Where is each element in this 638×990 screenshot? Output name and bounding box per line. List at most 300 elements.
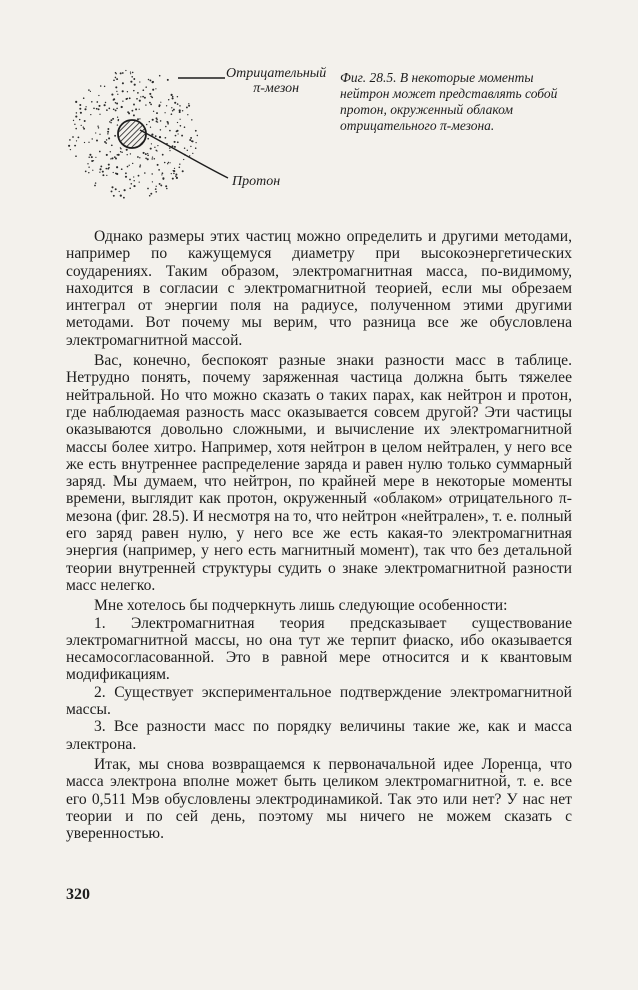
cloud-dot <box>115 158 117 160</box>
cloud-dot <box>88 89 90 91</box>
page-number: 320 <box>66 886 90 903</box>
cloud-dot <box>104 141 106 143</box>
cloud-dot <box>98 127 99 128</box>
cloud-dot <box>96 108 98 110</box>
cloud-dot <box>115 109 117 111</box>
cloud-dot <box>97 125 98 126</box>
cloud-dot <box>168 99 169 100</box>
cloud-dot <box>139 166 141 168</box>
cloud-dot <box>129 179 131 181</box>
cloud-dot <box>121 168 123 170</box>
cloud-dot <box>116 103 118 105</box>
cloud-dot <box>155 191 157 193</box>
cloud-dot <box>155 88 156 89</box>
cloud-dot <box>147 158 149 160</box>
cloud-dot <box>76 112 78 114</box>
cloud-dot <box>177 103 179 105</box>
cloud-dot <box>133 90 135 92</box>
cloud-dot <box>195 147 197 149</box>
cloud-dot <box>107 128 109 130</box>
proton-label: Протон <box>232 174 281 189</box>
cloud-dot <box>184 147 185 148</box>
cloud-dot <box>174 146 176 148</box>
cloud-dot <box>152 181 153 182</box>
cloud-dot <box>108 108 110 110</box>
cloud-dot <box>93 107 95 109</box>
cloud-dot <box>161 174 162 175</box>
cloud-dot <box>112 157 114 159</box>
cloud-dot <box>69 139 71 141</box>
cloud-dot <box>100 85 102 87</box>
cloud-dot <box>182 170 184 172</box>
cloud-dot <box>172 110 174 112</box>
cloud-dot <box>168 162 169 163</box>
cloud-dot <box>129 188 131 190</box>
cloud-dot <box>94 185 96 187</box>
cloud-dot <box>144 172 146 174</box>
cloud-dot <box>159 183 161 185</box>
cloud-dot <box>84 120 86 122</box>
cloud-dot <box>111 190 113 192</box>
cloud-dot <box>113 172 114 173</box>
cloud-dot <box>102 174 104 176</box>
cloud-dot <box>176 130 178 132</box>
cloud-dot <box>125 98 127 100</box>
cloud-dot <box>150 127 151 128</box>
cloud-dot <box>115 173 117 175</box>
cloud-dot <box>95 157 96 158</box>
cloud-dot <box>139 181 140 182</box>
cloud-dot <box>122 90 124 92</box>
cloud-dot <box>75 128 77 130</box>
cloud-dot <box>148 79 150 81</box>
cloud-dot <box>139 100 141 102</box>
cloud-dot <box>164 112 165 113</box>
cloud-dot <box>165 126 167 128</box>
cloud-dot <box>167 123 169 125</box>
cloud-dot <box>137 92 139 94</box>
cloud-dot <box>127 166 129 168</box>
cloud-dot <box>142 96 144 98</box>
cloud-dot <box>95 182 96 183</box>
cloud-dot <box>152 156 153 157</box>
cloud-dot <box>133 104 135 106</box>
cloud-dot <box>117 94 118 95</box>
cloud-dot <box>88 172 89 173</box>
figure-caption: Фиг. 28.5. В некоторые моменты нейтрон может представлять собой протон, окруженный облаком отрицательного π-мезона. <box>340 70 558 133</box>
paragraph: Итак, мы снова возвращаемся к первоначальной идее Лоренца, что масса электрона вполне может быть целиком электромагнитной, т. е. все его 0,511 Мэв обусловлены электродинамикой. Так это или нет? У нас нет теории и по сей день, поэтому мы ничего не можем сказать с уверенностью. <box>66 755 572 843</box>
cloud-dot <box>129 97 131 99</box>
cloud-dot <box>90 91 91 92</box>
cloud-dot <box>137 156 139 158</box>
cloud-dot <box>149 195 151 197</box>
cloud-dot <box>159 104 161 106</box>
cloud-dot <box>88 142 89 143</box>
cloud-dot <box>187 150 188 151</box>
cloud-dot <box>111 144 113 146</box>
cloud-dot <box>179 109 181 111</box>
cloud-dot <box>106 109 108 111</box>
cloud-dot <box>183 159 184 160</box>
cloud-dot <box>88 157 89 158</box>
cloud-dot <box>134 84 136 86</box>
cloud-dot <box>177 141 179 143</box>
cloud-dot <box>133 114 135 116</box>
cloud-dot <box>80 112 82 114</box>
cloud-dot <box>139 109 140 110</box>
cloud-dot <box>99 151 101 153</box>
cloud-dot <box>132 163 133 164</box>
cloud-dot <box>181 135 183 137</box>
cloud-dot <box>88 166 89 167</box>
cloud-dot <box>149 121 150 122</box>
cloud-dot <box>184 126 186 128</box>
cloud-dot <box>131 110 133 112</box>
cloud-dot <box>172 96 173 97</box>
cloud-dot <box>160 102 161 103</box>
cloud-dot <box>83 128 85 130</box>
cloud-dot <box>117 124 118 125</box>
cloud-dot <box>115 188 117 190</box>
cloud-dot <box>95 132 96 133</box>
cloud-dot <box>127 111 129 113</box>
cloud-label <box>226 66 326 96</box>
cloud-dot <box>125 176 127 178</box>
cloud-dot <box>117 117 118 118</box>
cloud-dot <box>179 167 181 169</box>
cloud-dot <box>79 104 81 106</box>
cloud-dot <box>123 197 125 199</box>
cloud-dot <box>179 105 180 106</box>
cloud-dot <box>151 173 152 174</box>
cloud-dot <box>186 106 188 108</box>
cloud-dot <box>171 107 172 108</box>
cloud-dot <box>106 154 108 156</box>
cloud-dot <box>195 142 196 143</box>
cloud-dot <box>116 166 118 168</box>
cloud-dot <box>139 157 140 158</box>
cloud-dot <box>120 147 121 148</box>
cloud-dot <box>149 79 151 81</box>
cloud-dot <box>151 96 153 98</box>
cloud-dot <box>83 97 85 99</box>
cloud-dot <box>130 81 132 83</box>
cloud-dot <box>121 151 123 153</box>
cloud-dot <box>129 165 130 166</box>
cloud-dot <box>118 119 120 121</box>
cloud-dot <box>154 158 156 160</box>
cloud-dot <box>115 77 116 78</box>
cloud-dot <box>76 140 77 141</box>
cloud-dot <box>75 101 77 103</box>
cloud-dot <box>130 71 131 72</box>
cloud-dot <box>147 188 149 190</box>
cloud-dot <box>113 79 115 81</box>
cloud-dot <box>172 97 174 99</box>
cloud-dot <box>84 108 86 110</box>
cloud-dot <box>162 154 164 156</box>
cloud-dot <box>138 175 140 177</box>
cloud-dot <box>113 195 115 197</box>
cloud-dot <box>99 114 100 115</box>
cloud-dot <box>106 139 108 141</box>
cloud-dot <box>162 177 164 179</box>
cloud-dot <box>140 164 142 166</box>
cloud-dot <box>164 162 166 164</box>
paragraph: Мне хотелось бы подчеркнуть лишь следующие особенности: <box>94 597 508 615</box>
cloud-dot <box>160 129 161 130</box>
cloud-dot <box>169 150 170 151</box>
cloud-dot <box>106 168 108 170</box>
cloud-dot <box>79 108 81 110</box>
cloud-dot <box>166 188 168 190</box>
cloud-dot <box>98 105 100 107</box>
cloud-dot <box>117 154 119 156</box>
cloud-label-line2: π-мезон <box>253 81 300 96</box>
cloud-dot <box>160 120 162 122</box>
cloud-dot <box>127 154 128 155</box>
cloud-dot <box>110 158 111 159</box>
cloud-dot <box>70 149 71 150</box>
cloud-dot <box>169 130 171 132</box>
cloud-dot <box>116 78 118 80</box>
cloud-dot <box>92 138 93 139</box>
cloud-dot <box>110 119 112 121</box>
cloud-dot <box>116 91 117 92</box>
cloud-dot <box>172 178 174 180</box>
cloud-dot <box>171 113 173 115</box>
cloud-dot <box>156 120 158 122</box>
cloud-dot <box>166 105 167 106</box>
cloud-dot <box>96 101 98 103</box>
cloud-dot <box>178 133 179 134</box>
cloud-dot <box>151 134 153 136</box>
cloud-dot <box>122 82 124 84</box>
cloud-dot <box>89 154 91 156</box>
cloud-dot <box>192 153 193 154</box>
cloud-dot <box>107 131 109 133</box>
cloud-dot <box>140 96 141 97</box>
cloud-dot <box>110 122 111 123</box>
cloud-dot <box>145 157 147 159</box>
cloud-dot <box>167 163 168 164</box>
cloud-dot <box>98 95 99 96</box>
cloud-dot <box>133 185 135 187</box>
cloud-dot <box>170 162 171 163</box>
cloud-dot <box>132 72 134 74</box>
cloud-dot <box>73 120 74 121</box>
cloud-dot <box>98 108 100 110</box>
paragraph: Однако размеры этих частиц можно определить и другими методами, например по кажущемуся диаметру при высокоэнергетических соударениях. Таким образом, электромагнитная масса, по-видимому, находится в согласии с электромагнитной теорией, если мы обрезаем интеграл от энергии поля на радиусе, полученном этими другими методами. Вот почему мы верим, что разница все же обусловлена электромагнитной массой. <box>66 228 572 349</box>
cloud-dot <box>100 165 102 167</box>
cloud-dot <box>173 173 175 175</box>
cloud-dot <box>96 140 98 142</box>
cloud-dot <box>152 89 154 91</box>
cloud-dot <box>125 172 127 174</box>
cloud-dot <box>99 134 100 135</box>
cloud-dot <box>113 108 115 110</box>
cloud-dot <box>149 93 151 95</box>
cloud-dot <box>108 164 110 166</box>
proton-pointer-line <box>140 130 228 178</box>
cloud-dot <box>182 110 183 111</box>
cloud-dot <box>72 136 74 138</box>
cloud-dot <box>111 94 113 96</box>
cloud-dot <box>110 151 111 152</box>
cloud-dot <box>169 147 170 148</box>
cloud-dot <box>87 163 88 164</box>
cloud-dot <box>146 124 147 125</box>
cloud-dot <box>143 152 145 154</box>
cloud-dot <box>156 112 158 114</box>
list-item: 2. Существует экспериментальное подтверждение электромагнитной массы. <box>66 683 572 719</box>
cloud-dot <box>131 76 133 78</box>
cloud-dot <box>133 180 134 181</box>
cloud-dot <box>171 173 172 174</box>
cloud-dot <box>137 118 139 120</box>
cloud-dot <box>142 89 144 91</box>
cloud-dot <box>180 125 182 127</box>
cloud-dot <box>177 122 178 123</box>
cloud-dot <box>127 91 128 92</box>
cloud-dot <box>107 133 108 134</box>
cloud-dot <box>106 175 107 176</box>
cloud-dot <box>120 151 121 152</box>
figure-28-5 <box>60 60 350 230</box>
cloud-dot <box>197 135 198 136</box>
cloud-dot <box>124 189 126 191</box>
cloud-dot <box>99 172 100 173</box>
cloud-dot <box>74 145 76 147</box>
cloud-dot <box>160 184 162 186</box>
cloud-dot <box>125 70 126 71</box>
cloud-dot <box>179 119 180 120</box>
cloud-dot <box>177 96 178 97</box>
cloud-dot <box>190 137 192 139</box>
cloud-dot <box>104 86 105 87</box>
cloud-dot <box>91 160 93 162</box>
cloud-dot <box>121 106 123 108</box>
cloud-label-line1: Отрицательный <box>226 66 327 81</box>
cloud-dot <box>133 78 135 80</box>
cloud-dot <box>83 127 84 128</box>
cloud-dot <box>189 155 190 156</box>
cloud-dot <box>150 104 152 106</box>
cloud-dot <box>85 106 86 107</box>
cloud-dot <box>108 137 110 139</box>
cloud-dot <box>151 143 152 144</box>
cloud-dot <box>81 125 82 126</box>
cloud-dot <box>112 118 114 120</box>
cloud-dot <box>150 193 152 195</box>
cloud-dot <box>157 164 159 166</box>
cloud-dot <box>92 170 93 171</box>
cloud-dot <box>105 102 106 103</box>
cloud-dot <box>171 94 173 96</box>
list-item: 1. Электромагнитная теория предсказывает существование электромагнитной массы, но она тут же терпит фиаско, ибо оказывается несамосогласованной. Это в равной мере относится и к квантовым модификациям. <box>66 614 572 684</box>
cloud-dot <box>173 109 175 111</box>
cloud-dot <box>68 145 70 147</box>
cloud-dot <box>74 124 75 125</box>
cloud-dot <box>151 158 152 159</box>
cloud-dot <box>85 171 87 173</box>
cloud-dot <box>115 86 117 88</box>
cloud-dot <box>139 118 140 119</box>
cloud-dot <box>189 139 191 141</box>
cloud-dot <box>195 130 197 132</box>
cloud-dot <box>176 177 178 179</box>
proton-circle-icon <box>118 120 146 148</box>
cloud-dot <box>157 145 158 146</box>
cloud-dot <box>147 138 149 140</box>
cloud-dot <box>126 149 128 151</box>
cloud-dot <box>130 73 131 74</box>
body-text <box>66 228 572 842</box>
cloud-dot <box>75 155 77 157</box>
cloud-dot <box>150 148 152 150</box>
cloud-dot <box>165 137 167 139</box>
cloud-dot <box>91 156 93 158</box>
cloud-dot <box>130 153 131 154</box>
cloud-dot <box>187 114 188 115</box>
cloud-dot <box>79 119 80 120</box>
cloud-dot <box>111 186 113 188</box>
cloud-dot <box>104 104 106 106</box>
cloud-dot <box>174 168 175 169</box>
cloud-dot <box>154 147 155 148</box>
cloud-dot <box>153 111 154 112</box>
cloud-dot <box>188 103 189 104</box>
cloud-dot <box>175 135 177 137</box>
cloud-dot <box>109 121 110 122</box>
cloud-dot <box>175 174 177 176</box>
cloud-dot <box>75 116 77 118</box>
cloud-dot <box>91 101 93 103</box>
cloud-dot <box>119 191 120 192</box>
cloud-dot <box>159 136 161 138</box>
cloud-dot <box>156 186 157 187</box>
cloud-dot <box>122 101 123 102</box>
cloud-dot <box>174 141 176 143</box>
cloud-dot <box>191 140 193 142</box>
cloud-dot <box>152 81 154 83</box>
cloud-dot <box>155 150 156 151</box>
cloud-dot <box>167 79 169 81</box>
cloud-dot <box>191 119 192 120</box>
cloud-dot <box>90 114 91 115</box>
paragraph: Вас, конечно, беспокоят разные знаки разности масс в таблице. Нетрудно понять, почему заряженная частица должна быть тяжелее нейтральной. Но что можно сказать о таких парах, как нейтрон и протон, где наблюдаемая разность масс оказывается совсем другой? Эти частицы оказываются довольно сложными, и вычисление их электромагнитной массы более хитро. Например, хотя нейтрон в целом нейтрален, у него все же есть внутреннее распределение заряда и равен нулю только суммарный заряд. Мы думаем, что нейтрон, по крайней мере в некоторые моменты времени, выглядит как протон, окруженный «облаком» отрицательного π-мезона (фиг. 28.5). И несмотря на то, что нейтрон «нейтрален», т. е. полный его заряд равен нулю, у него все же есть какая-то электромагнитная энергия (например, у него есть магнитный момент), так что без детальной теории внутренней структуры судить о знаке электромагнитной разности масс нелегко. <box>66 352 572 594</box>
cloud-dot <box>136 98 138 100</box>
cloud-dot <box>173 170 175 172</box>
cloud-dot <box>102 171 104 173</box>
cloud-dot <box>120 195 122 197</box>
cloud-dot <box>190 146 191 147</box>
cloud-dot <box>122 72 124 74</box>
cloud-dot <box>99 168 101 170</box>
cloud-dot <box>116 108 118 110</box>
cloud-dot <box>120 72 122 74</box>
cloud-dot <box>144 97 146 99</box>
cloud-dot <box>188 105 190 107</box>
cloud-dot <box>152 119 154 121</box>
cloud-dot <box>133 176 134 177</box>
cloud-dot <box>166 121 168 123</box>
cloud-dot <box>145 104 146 105</box>
cloud-dot <box>84 142 85 143</box>
cloud-dot <box>116 73 117 74</box>
cloud-dot <box>139 81 140 82</box>
cloud-dot <box>114 135 116 137</box>
